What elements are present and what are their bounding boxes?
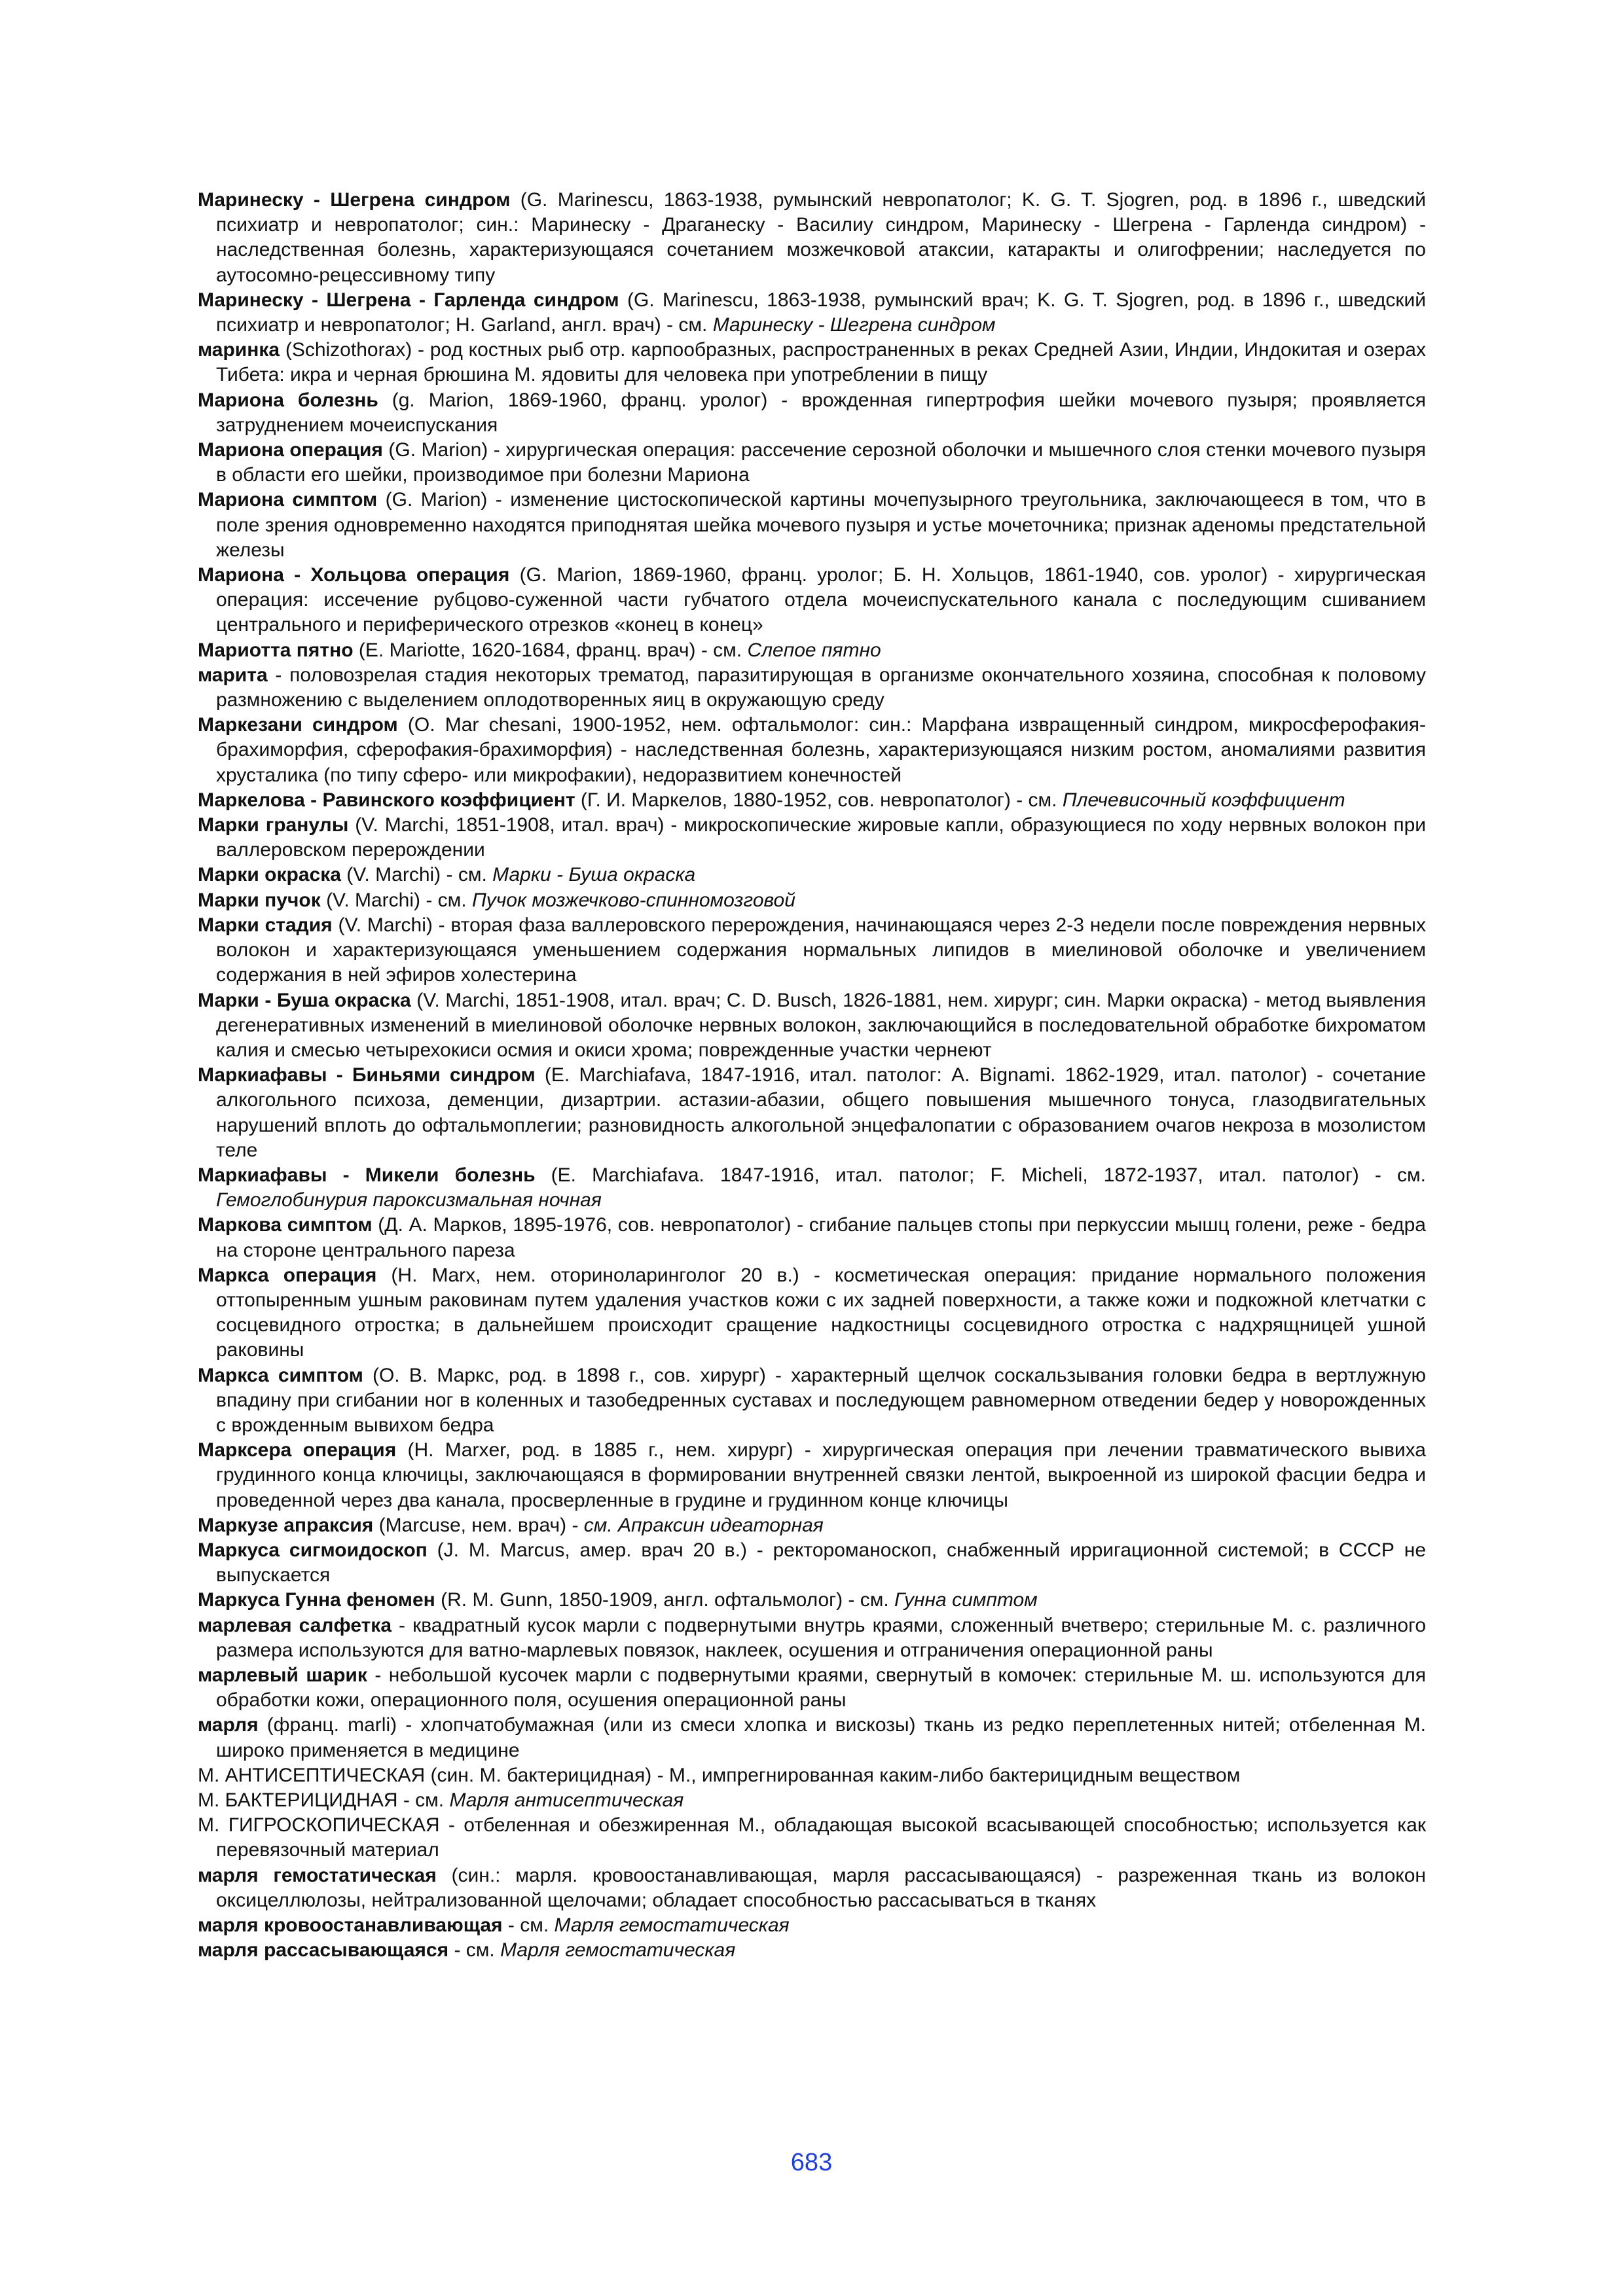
entry-term: Мариона операция <box>198 439 383 461</box>
entry-definition: М. БАКТЕРИЦИДНАЯ - см. <box>198 1789 450 1811</box>
dictionary-entry <box>198 188 1426 288</box>
entry-term: Маркиафавы - Биньями синдром <box>198 1064 536 1086</box>
entry-term: марлевый шарик <box>198 1664 367 1686</box>
entry-definition: - квадратный кусок марли с подвернутыми внутрь краями, сложенный вчетверо; стерильные М. с. различного размера используются для ватно-марлевых повязок, наклеек, осушения и отграничения операционной раны <box>216 1614 1427 1661</box>
entry-term: Маринеску - Шегрена - Гарленда синдром <box>198 289 619 311</box>
entry-definition: - небольшой кусочек марли с подвернутыми краями, свернутый в комочек: стерильные М. ш. используются для обработки кожи, операционного поля, осушения операционной раны <box>216 1664 1426 1712</box>
dictionary-entry <box>198 1938 1426 1963</box>
entry-definition: (V. Marchi) - см. <box>320 889 472 911</box>
entry-definition: (О. В. Маркс, род. в 1898 г., сов. хирург) - характерный щелчок соскальзывания головки бедра в вертлужную впадину при сгибании ног в коленных и тазобедренных суставах и последующем равномерном отведении бедер у новорожденных с врожденным вывихом бедра <box>216 1364 1427 1436</box>
entry-definition: (Г. И. Маркелов, 1880-1952, сов. невропатолог) - см. <box>575 789 1063 811</box>
entry-term: Маркиафавы - Микели болезнь <box>198 1164 536 1186</box>
entry-cross-reference: Пучок мозжечково-спинномозговой <box>471 889 795 911</box>
entry-term: Маркелова - Равинского коэффициент <box>198 789 575 811</box>
entry-definition: (G. Marion) - изменение цистоскопической картины мочепузырного треугольника, заключающееся в том, что в поле зрения одновременно находятся приподнятая шейка мочевого пузыря и устье мочеточника; признак аденомы предстательной железы <box>216 489 1426 561</box>
entry-term: марлевая салфетка <box>198 1614 392 1636</box>
entry-term: Маркузе апраксия <box>198 1514 374 1536</box>
entry-definition: М. ГИГРОСКОПИЧЕСКАЯ - отбеленная и обезжиренная М., обладающая высокой всасывающей способностью; используется как перевязочный материал <box>198 1814 1426 1861</box>
entry-term: Марки гранулы <box>198 814 349 836</box>
entry-term: марля гемостатическая <box>198 1864 437 1886</box>
entry-definition: (G. Marinescu, 1863-1938, румынский невропатолог; K. G. T. Sjogren, род. в 1896 г., шведский психиатр и невропатолог; син.: Маринеску - Драганеску - Василиу синдром, Маринеску - Шегрена - Гарленда синдром) - наследственная болезнь, характеризующаяся сочетанием мозжечковой атаксии, катаракты и олигофрении; наследуется по аутосомно-рецессивному типу <box>216 189 1426 286</box>
entry-definition: (G. Marion, 1869-1960, франц. уролог; Б. Н. Хольцов, 1861-1940, сов. уролог) - хирургическая операция: иссечение рубцово-суженной части губчатого отдела мочеиспускательного канала с последующим сшиванием центрального и периферического отрезков «конец в конец» <box>216 564 1426 636</box>
entry-term: Мариона болезнь <box>198 389 378 411</box>
entry-term: Маринеску - Шегрена синдром <box>198 189 511 211</box>
dictionary-entry <box>198 1813 1426 1863</box>
entry-term: Мариона - Хольцова операция <box>198 564 510 586</box>
dictionary-entry <box>198 863 1426 888</box>
page-number: 683 <box>790 2149 833 2176</box>
dictionary-entry <box>198 488 1426 563</box>
dictionary-entry <box>198 1538 1426 1588</box>
entry-cross-reference: Маринеску - Шегрена синдром <box>712 314 996 336</box>
entry-definition: (Д. А. Марков, 1895-1976, сов. невропатолог) - сгибание пальцев стопы при перкуссии мышц голени, реже - бедра на стороне центрального пареза <box>216 1214 1426 1261</box>
entry-term: Марксера операция <box>198 1439 397 1462</box>
entry-term: Мариона симптом <box>198 489 378 511</box>
entry-definition: (E. Marchiafava. 1847-1916, итал. патолог; F. Micheli, 1872-1937, итал. патолог) - см. <box>535 1164 1427 1186</box>
entry-cross-reference: Марля гемостатическая <box>554 1914 790 1937</box>
entry-cross-reference: Гемоглобинурия пароксизмальная ночная <box>216 1189 602 1211</box>
dictionary-entry <box>198 1063 1426 1163</box>
entry-definition: - см. <box>502 1914 555 1937</box>
entry-definition: (син.: марля. кровоостанавливающая, марля рассасывающаяся) - разреженная ткань из волокон оксицеллюлозы, нейтрализованной щелочами; обладает способностью рассасываться в тканях <box>216 1864 1426 1911</box>
dictionary-entry <box>198 563 1426 638</box>
entry-cross-reference: Плечевисочный коэффициент <box>1062 789 1345 811</box>
dictionary-entry <box>198 913 1426 988</box>
entry-definition: (H. Marxer, род. в 1885 г., нем. хирург) - хирургическая операция при лечении травматического вывиха грудинного конца ключицы, заключающаяся в формировании внутренней связки лентой, выкроенной из широкой фасции бедра и проведенной через два канала, просверленные в грудине и грудинном конце ключицы <box>216 1439 1426 1511</box>
dictionary-entry <box>198 1863 1426 1913</box>
entry-cross-reference: Гунна симптом <box>894 1589 1038 1611</box>
entry-term: Марки - Буша окраска <box>198 989 411 1011</box>
entry-definition: (E. Marchiafava, 1847-1916, итал. патолог: A. Bignami. 1862-1929, итал. патолог) - сочетание алкогольного психоза, деменции, дизартрии. астазии-абазии, общего повышения мышечного тонуса, глазодвигательных нарушений вплоть до офтальмоплегии; разновидность алкогольной энцефалопатии с образованием очагов некроза в мозолистом теле <box>216 1064 1427 1161</box>
entry-list <box>198 188 1426 1963</box>
dictionary-entry <box>198 1513 1426 1538</box>
entry-definition: М. АНТИСЕПТИЧЕСКАЯ (син. М. бактерицидная) - М., импрегнированная каким-либо бактерицидным веществом <box>198 1764 1241 1786</box>
entry-definition: (E. Mariotte, 1620-1684, франц. врач) - см. <box>353 639 748 661</box>
entry-definition: (g. Marion, 1869-1960, франц. уролог) - врожденная гипертрофия шейки мочевого пузыря; проявляется затруднением мочеиспускания <box>216 389 1426 436</box>
entry-term: Маркса операция <box>198 1264 377 1286</box>
entry-definition: - половозрелая стадия некоторых трематод, паразитирующая в организме окончательного хозяина, способная к половому размножению с выделением оплодотворенных яиц в окружающую среду <box>216 664 1426 711</box>
dictionary-entry <box>198 813 1426 863</box>
dictionary-entry <box>198 638 1426 663</box>
entry-definition: (V. Marchi) - см. <box>340 864 493 886</box>
entry-definition: (G. Marion) - хирургическая операция: рассечение серозной оболочки и мышечного слоя стенки мочевого пузыря в области его шейки, производимое при болезни Мариона <box>216 439 1426 486</box>
entry-term: марля рассасывающаяся <box>198 1939 449 1962</box>
dictionary-entry <box>198 338 1426 387</box>
entry-definition: (франц. marli) - хлопчатобумажная (или из смеси хлопка и вискозы) ткань из редко переплетенных нитей; отбеленная М. широко применяется в медицине <box>216 1714 1426 1761</box>
entry-cross-reference: Марля антисептическая <box>449 1789 684 1811</box>
entry-definition: (V. Marchi) - вторая фаза валлеровского перерождения, начинающаяся через 2-3 недели после повреждения нервных волокон и характеризующаяся уменьшением содержания нормальных липидов в миелиновой оболочке и увеличением содержания в ней эфиров холестерина <box>216 914 1426 986</box>
entry-term: Марки стадия <box>198 914 333 936</box>
entry-definition: (Marcuse, нем. врач) - <box>373 1514 584 1536</box>
dictionary-entry <box>198 1663 1426 1713</box>
entry-definition: (J. M. Marcus, амер. врач 20 в.) - ректороманоскоп, снабженный ирригационной системой; в СССР не выпускается <box>216 1539 1427 1587</box>
dictionary-entry <box>198 1713 1426 1763</box>
dictionary-entry <box>198 1263 1426 1363</box>
entry-term: Маркса симптом <box>198 1364 363 1386</box>
entry-term: марля <box>198 1714 259 1736</box>
dictionary-entry <box>198 1213 1426 1263</box>
dictionary-entry <box>198 1913 1426 1938</box>
entry-definition: (V. Marchi, 1851-1908, итал. врач) - микроскопические жировые капли, образующиеся по ходу нервных волокон при валлеровском перерождении <box>216 814 1427 861</box>
entry-definition: (R. M. Gunn, 1850-1909, англ. офтальмолог) - см. <box>435 1589 895 1611</box>
entry-term: марля кровоостанавливающая <box>198 1914 503 1937</box>
dictionary-entry <box>198 988 1426 1064</box>
entry-term: Маркова симптом <box>198 1214 373 1236</box>
dictionary-entry <box>198 1613 1426 1663</box>
entry-term: маринка <box>198 339 280 361</box>
entry-cross-reference: Марля гемостатическая <box>500 1939 736 1962</box>
dictionary-entry <box>198 438 1426 488</box>
entry-definition: (Schizothorax) - род костных рыб отр. карпообразных, распространенных в реках Средней Азии, Индии, Индокитая и озерах Тибета: икра и черная брюшина М. ядовиты для человека при употреблении в пищу <box>216 339 1426 386</box>
dictionary-entry <box>198 1438 1426 1513</box>
dictionary-entry <box>198 388 1426 438</box>
entry-term: Маркуса Гунна феномен <box>198 1589 435 1611</box>
entry-definition: (V. Marchi, 1851-1908, итал. врач; C. D. Busch, 1826-1881, нем. хирург; син. Марки окраска) - метод выявления дегенеративных изменений в миелиновой оболочке нервных волокон, заключающийся в последовательной обработке бихроматом калия и смесью четырехокиси осмия и окиси хрома; поврежденные участки чернеют <box>216 989 1426 1061</box>
dictionary-entry <box>198 288 1426 338</box>
dictionary-entry <box>198 788 1426 813</box>
entry-term: Марки пучок <box>198 889 321 911</box>
entry-definition: (O. Mar chesani, 1900-1952, нем. офтальмолог: син.: Марфана извращенный синдром, микросферофакия-брахиморфия, сферофакия-брахиморфия) - наследственная болезнь, характеризующаяся низким ростом, аномалиями развития хрусталика (по типу сферо- или микрофакии), недоразвитием конечностей <box>216 714 1426 786</box>
entry-term: Мариотта пятно <box>198 639 354 661</box>
entry-definition: (G. Marinescu, 1863-1938, румынский врач; K. G. T. Sjogren, род. в 1896 г., шведский психиатр и невропатолог; H. Garland, англ. врач) - см. <box>216 289 1427 336</box>
dictionary-entry <box>198 1588 1426 1613</box>
entry-definition: - см. <box>448 1939 501 1962</box>
entry-term: марита <box>198 664 268 686</box>
entry-term: Маркуса сигмоидоскоп <box>198 1539 428 1561</box>
entry-term: Маркезани синдром <box>198 714 398 736</box>
dictionary-entry <box>198 888 1426 913</box>
entry-term: Марки окраска <box>198 864 341 886</box>
entry-cross-reference: Марки - Буша окраска <box>492 864 696 886</box>
entry-definition: (H. Marx, нем. оториноларинголог 20 в.) - косметическая операция: придание нормального положения оттопыренным ушным раковинам путем удаления участков кожи с их задней поверхности, а также кожи и подкожной клетчатки с сосцевидного отростка; в дальнейшем происходит сращение надкостницы сосцевидного отростка с надхрящницей ушной раковины <box>216 1264 1427 1361</box>
dictionary-entry <box>198 1763 1426 1788</box>
entry-cross-reference: Слепое пятно <box>747 639 881 661</box>
dictionary-entry <box>198 1788 1426 1813</box>
dictionary-entry <box>198 713 1426 788</box>
dictionary-entry <box>198 663 1426 713</box>
entry-cross-reference: см. Апраксин идеаторная <box>583 1514 824 1536</box>
dictionary-entry <box>198 1363 1426 1439</box>
dictionary-entry <box>198 1163 1426 1213</box>
